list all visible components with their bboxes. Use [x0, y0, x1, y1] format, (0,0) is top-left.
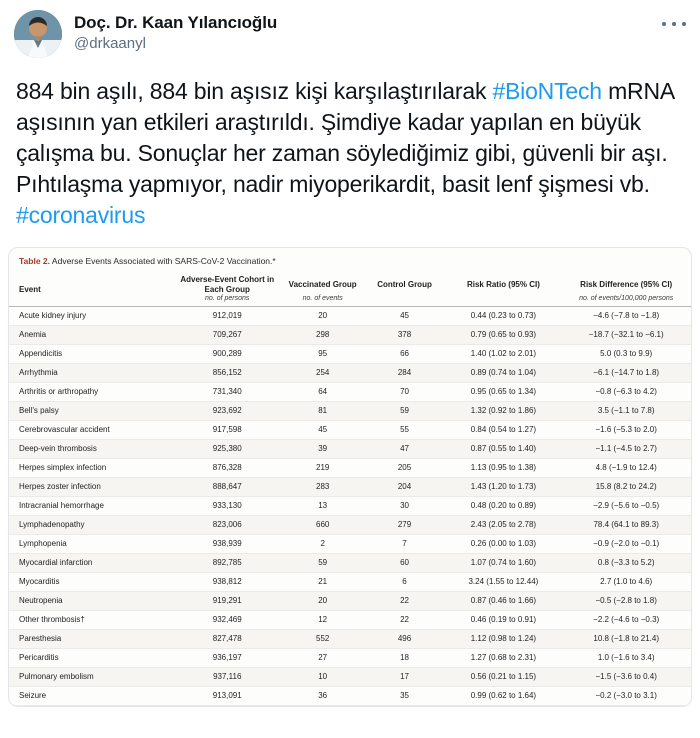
table-row	[9, 592, 691, 611]
cell-vaccinated: 39	[282, 440, 364, 459]
cell-event: Lymphopenia	[9, 535, 173, 554]
cell-vaccinated: 660	[282, 516, 364, 535]
cell-control: 22	[364, 611, 446, 630]
cell-vaccinated: 20	[282, 592, 364, 611]
cell-risk-difference: −0.9 (−2.0 to −0.1)	[561, 535, 691, 554]
hashtag-link[interactable]: #coronavirus	[16, 202, 146, 228]
cell-event: Acute kidney injury	[9, 307, 173, 326]
cell-risk-ratio: 0.79 (0.65 to 0.93)	[445, 326, 561, 345]
cell-control: 47	[364, 440, 446, 459]
cell-risk-difference: −0.5 (−2.8 to 1.8)	[561, 592, 691, 611]
cell-cohort: 731,340	[173, 383, 282, 402]
col-header-vaccinated: Vaccinated Group	[288, 280, 357, 289]
cell-risk-difference: −1.5 (−3.6 to 0.4)	[561, 668, 691, 687]
figure-table-card[interactable]	[8, 247, 692, 707]
cell-risk-ratio: 1.12 (0.98 to 1.24)	[445, 630, 561, 649]
cell-risk-ratio: 0.87 (0.46 to 1.66)	[445, 592, 561, 611]
cell-control: 205	[364, 459, 446, 478]
table-row	[9, 421, 691, 440]
cell-risk-difference: −4.6 (−7.8 to −1.8)	[561, 307, 691, 326]
cell-event: Bell's palsy	[9, 402, 173, 421]
cell-control: 204	[364, 478, 446, 497]
hashtag-link[interactable]: #BioNTech	[492, 78, 602, 104]
cell-event: Paresthesia	[9, 630, 173, 649]
cell-risk-ratio: 1.07 (0.74 to 1.60)	[445, 554, 561, 573]
cell-event: Myocardial infarction	[9, 554, 173, 573]
cell-cohort: 823,006	[173, 516, 282, 535]
cell-vaccinated: 27	[282, 649, 364, 668]
cell-vaccinated: 254	[282, 364, 364, 383]
avatar[interactable]	[14, 10, 62, 58]
cell-risk-difference: −1.6 (−5.3 to 2.0)	[561, 421, 691, 440]
cell-event: Pulmonary embolism	[9, 668, 173, 687]
cell-cohort: 933,130	[173, 497, 282, 516]
table-row	[9, 554, 691, 573]
table-caption-label: Table 2.	[19, 256, 51, 266]
col-header-risk-ratio: Risk Ratio (95% CI)	[466, 280, 540, 289]
cell-control: 284	[364, 364, 446, 383]
cell-vaccinated: 64	[282, 383, 364, 402]
author-handle[interactable]: @drkaanyl	[74, 35, 146, 52]
cell-event: Neutropenia	[9, 592, 173, 611]
cell-vaccinated: 21	[282, 573, 364, 592]
sub-header-event	[9, 295, 173, 307]
adverse-events-table	[9, 272, 691, 706]
cell-control: 60	[364, 554, 446, 573]
cell-vaccinated: 12	[282, 611, 364, 630]
cell-vaccinated: 552	[282, 630, 364, 649]
cell-event: Arthritis or arthropathy	[9, 383, 173, 402]
cell-control: 496	[364, 630, 446, 649]
cell-control: 18	[364, 649, 446, 668]
cell-cohort: 925,380	[173, 440, 282, 459]
table-row	[9, 364, 691, 383]
table-row	[9, 326, 691, 345]
cell-risk-difference: 10.8 (−1.8 to 21.4)	[561, 630, 691, 649]
cell-event: Appendicitis	[9, 345, 173, 364]
cell-cohort: 923,692	[173, 402, 282, 421]
cell-control: 30	[364, 497, 446, 516]
cell-control: 35	[364, 687, 446, 706]
sub-header-risk-difference: no. of events/100,000 persons	[561, 295, 691, 307]
cell-event: Herpes zoster infection	[9, 478, 173, 497]
cell-risk-ratio: 1.32 (0.92 to 1.86)	[445, 402, 561, 421]
tweet-text-fragment: mRNA aşısının yan etkileri araştırıldı. Şimdiye kadar yapılan en büyük çalışma bu. Sonuçlar her zaman söylediğimiz gibi, güvenli bir aşı. Pıhtılaşma yapmıyor, nadir miyoperikardit, basit lenf şişmesi vb.	[16, 78, 674, 197]
cell-risk-ratio: 0.89 (0.74 to 1.04)	[445, 364, 561, 383]
cell-risk-difference: 2.7 (1.0 to 4.6)	[561, 573, 691, 592]
table-row	[9, 478, 691, 497]
table-row	[9, 497, 691, 516]
col-header-risk-difference: Risk Difference (95% CI)	[580, 280, 673, 289]
table-row	[9, 630, 691, 649]
cell-control: 7	[364, 535, 446, 554]
col-header-cohort: Adverse-Event Cohort in Each Group	[180, 275, 275, 294]
table-row	[9, 573, 691, 592]
cell-control: 22	[364, 592, 446, 611]
tweet-text-fragment: 884 bin aşılı, 884 bin aşısız kişi karşılaştırılarak	[16, 78, 493, 104]
cell-event: Intracranial hemorrhage	[9, 497, 173, 516]
cell-cohort: 917,598	[173, 421, 282, 440]
cell-risk-ratio: 1.43 (1.20 to 1.73)	[445, 478, 561, 497]
cell-control: 45	[364, 307, 446, 326]
cell-risk-difference: −2.9 (−5.6 to −0.5)	[561, 497, 691, 516]
cell-event: Herpes simplex infection	[9, 459, 173, 478]
cell-cohort: 912,019	[173, 307, 282, 326]
cell-vaccinated: 10	[282, 668, 364, 687]
table-row	[9, 307, 691, 326]
table-row	[9, 459, 691, 478]
table-row	[9, 402, 691, 421]
cell-risk-ratio: 0.87 (0.55 to 1.40)	[445, 440, 561, 459]
cell-event: Lymphadenopathy	[9, 516, 173, 535]
cell-risk-ratio: 1.40 (1.02 to 2.01)	[445, 345, 561, 364]
table-caption	[9, 248, 691, 272]
author-name[interactable]: Doç. Dr. Kaan Yılancıoğlu	[74, 13, 278, 32]
cell-risk-ratio: 0.99 (0.62 to 1.64)	[445, 687, 561, 706]
cell-event: Cerebrovascular accident	[9, 421, 173, 440]
table-row	[9, 687, 691, 706]
author-block	[74, 10, 277, 54]
cell-risk-difference: −18.7 (−32.1 to −6.1)	[561, 326, 691, 345]
sub-header-cohort: no. of persons	[173, 295, 282, 307]
cell-risk-ratio: 1.27 (0.68 to 2.31)	[445, 649, 561, 668]
cell-vaccinated: 283	[282, 478, 364, 497]
sub-header-vaccinated: no. of events	[282, 295, 364, 307]
table-row	[9, 383, 691, 402]
cell-vaccinated: 20	[282, 307, 364, 326]
col-header-control: Control Group	[377, 280, 432, 289]
cell-cohort: 856,152	[173, 364, 282, 383]
cell-risk-ratio: 0.48 (0.20 to 0.89)	[445, 497, 561, 516]
cell-risk-difference: 5.0 (0.3 to 9.9)	[561, 345, 691, 364]
cell-cohort: 913,091	[173, 687, 282, 706]
cell-control: 70	[364, 383, 446, 402]
col-header-event: Event	[19, 285, 41, 294]
cell-vaccinated: 13	[282, 497, 364, 516]
more-horizontal-icon[interactable]	[662, 14, 686, 34]
cell-vaccinated: 2	[282, 535, 364, 554]
cell-control: 279	[364, 516, 446, 535]
cell-cohort: 888,647	[173, 478, 282, 497]
cell-vaccinated: 36	[282, 687, 364, 706]
cell-cohort: 892,785	[173, 554, 282, 573]
cell-vaccinated: 95	[282, 345, 364, 364]
sub-header-control	[364, 295, 446, 307]
table-row	[9, 649, 691, 668]
cell-vaccinated: 81	[282, 402, 364, 421]
table-row	[9, 440, 691, 459]
cell-cohort: 876,328	[173, 459, 282, 478]
sub-header-risk-ratio	[445, 295, 561, 307]
table-row	[9, 345, 691, 364]
cell-risk-difference: 15.8 (8.2 to 24.2)	[561, 478, 691, 497]
cell-control: 378	[364, 326, 446, 345]
cell-control: 17	[364, 668, 446, 687]
cell-risk-difference: 1.0 (−1.6 to 3.4)	[561, 649, 691, 668]
cell-cohort: 937,116	[173, 668, 282, 687]
cell-risk-ratio: 3.24 (1.55 to 12.44)	[445, 573, 561, 592]
table-head	[9, 272, 691, 307]
cell-cohort: 936,197	[173, 649, 282, 668]
table-row	[9, 535, 691, 554]
cell-risk-difference: 78.4 (64.1 to 89.3)	[561, 516, 691, 535]
cell-event: Myocarditis	[9, 573, 173, 592]
cell-cohort: 900,289	[173, 345, 282, 364]
cell-cohort: 932,469	[173, 611, 282, 630]
cell-event: Deep-vein thrombosis	[9, 440, 173, 459]
table-caption-text: Adverse Events Associated with SARS-CoV-2 Vaccination.*	[50, 256, 276, 266]
cell-risk-ratio: 0.26 (0.00 to 1.03)	[445, 535, 561, 554]
cell-risk-difference: −1.1 (−4.5 to 2.7)	[561, 440, 691, 459]
cell-risk-ratio: 0.84 (0.54 to 1.27)	[445, 421, 561, 440]
cell-vaccinated: 219	[282, 459, 364, 478]
tweet-body-text	[0, 58, 700, 231]
cell-control: 55	[364, 421, 446, 440]
cell-vaccinated: 59	[282, 554, 364, 573]
cell-risk-ratio: 1.13 (0.95 to 1.38)	[445, 459, 561, 478]
cell-vaccinated: 298	[282, 326, 364, 345]
cell-event: Other thrombosis†	[9, 611, 173, 630]
cell-event: Pericarditis	[9, 649, 173, 668]
cell-control: 6	[364, 573, 446, 592]
cell-risk-difference: 3.5 (−1.1 to 7.8)	[561, 402, 691, 421]
cell-cohort: 938,939	[173, 535, 282, 554]
cell-cohort: 827,478	[173, 630, 282, 649]
cell-risk-difference: −0.8 (−6.3 to 4.2)	[561, 383, 691, 402]
cell-event: Arrhythmia	[9, 364, 173, 383]
cell-risk-difference: 4.8 (−1.9 to 12.4)	[561, 459, 691, 478]
table-body	[9, 307, 691, 706]
cell-risk-ratio: 0.46 (0.19 to 0.91)	[445, 611, 561, 630]
cell-risk-ratio: 0.56 (0.21 to 1.15)	[445, 668, 561, 687]
cell-risk-ratio: 0.44 (0.23 to 0.73)	[445, 307, 561, 326]
cell-event: Anemia	[9, 326, 173, 345]
table-row	[9, 516, 691, 535]
cell-control: 59	[364, 402, 446, 421]
table-row	[9, 668, 691, 687]
cell-cohort: 709,267	[173, 326, 282, 345]
tweet-header	[0, 0, 700, 58]
cell-control: 66	[364, 345, 446, 364]
cell-cohort: 938,812	[173, 573, 282, 592]
cell-event: Seizure	[9, 687, 173, 706]
cell-risk-difference: −2.2 (−4.6 to −0.3)	[561, 611, 691, 630]
cell-cohort: 919,291	[173, 592, 282, 611]
cell-risk-difference: −6.1 (−14.7 to 1.8)	[561, 364, 691, 383]
cell-risk-difference: 0.8 (−3.3 to 5.2)	[561, 554, 691, 573]
table-row	[9, 611, 691, 630]
cell-vaccinated: 45	[282, 421, 364, 440]
cell-risk-difference: −0.2 (−3.0 to 3.1)	[561, 687, 691, 706]
cell-risk-ratio: 0.95 (0.65 to 1.34)	[445, 383, 561, 402]
cell-risk-ratio: 2.43 (2.05 to 2.78)	[445, 516, 561, 535]
